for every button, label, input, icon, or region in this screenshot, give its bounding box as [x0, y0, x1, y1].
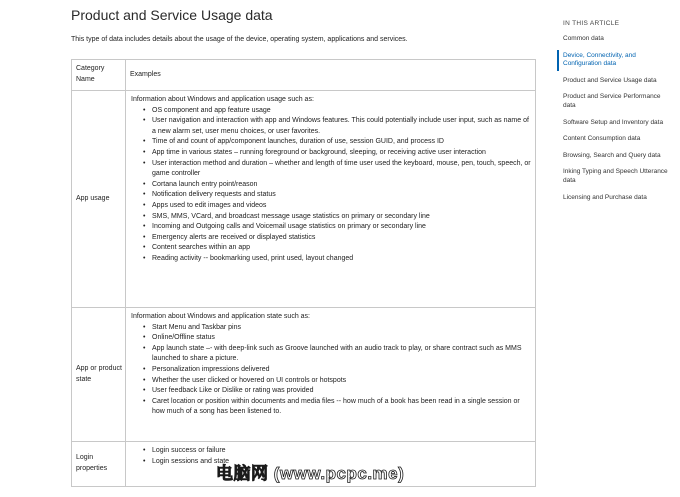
- usage-data-table: [71, 59, 536, 487]
- page-title: Product and Service Usage data: [71, 7, 273, 23]
- list-item: • Time of and count of app/component launches, duration of use, session GUID, and process ID: [152, 137, 531, 148]
- row-lead-text: Information about Windows and application usage such as:: [131, 96, 314, 103]
- examples-cell: [126, 308, 536, 442]
- toc-link-common-data[interactable]: Common data: [563, 35, 604, 42]
- toc-link-device-connectivity[interactable]: Device, Connectivity, and Configuration data: [557, 50, 669, 71]
- list-item: • OS component and app feature usage: [152, 106, 531, 117]
- examples-list: [131, 106, 531, 265]
- examples-cell: [126, 91, 536, 308]
- table-row: [72, 308, 536, 442]
- toc-link-browsing-search[interactable]: Browsing, Search and Query data: [563, 151, 661, 159]
- table-header-row: [72, 60, 536, 91]
- list-item: • Caret location or position within documents and media files -- how much of a book has been read in a single session or how much of a song has been listened to.: [152, 397, 531, 418]
- toc-link-software-setup[interactable]: Software Setup and Inventory data: [563, 118, 664, 126]
- list-item: • Login sessions and state: [152, 457, 531, 468]
- list-item: • Start Menu and Taskbar pins: [152, 323, 531, 334]
- list-item: • Incoming and Outgoing calls and Voicemail usage statistics on primary or secondary line: [152, 222, 531, 233]
- category-cell: App or product state: [72, 308, 126, 442]
- list-item: • Whether the user clicked or hovered on UI controls or hotspots: [152, 376, 531, 387]
- list-item: • SMS, MMS, VCard, and broadcast message usage statistics on primary or secondary line: [152, 212, 531, 223]
- list-item: • Reading activity -- bookmarking used, print used, layout changed: [152, 254, 531, 265]
- toc-heading: IN THIS ARTICLE: [563, 20, 620, 27]
- list-item: • Emergency alerts are received or displayed statistics: [152, 233, 531, 244]
- category-cell: Login properties: [72, 442, 126, 487]
- toc-link-product-service-usage[interactable]: Product and Service Usage data: [563, 76, 657, 84]
- list-item: • Cortana launch entry point/reason: [152, 180, 531, 191]
- toc-link-inking-typing[interactable]: Inking Typing and Speech Utterance data: [563, 168, 668, 184]
- list-item: • Content searches within an app: [152, 243, 531, 254]
- list-item: • App launch state –- with deep-link such as Groove launched with an audio track to play, or share contract such as MMS launched to share a picture.: [152, 344, 531, 365]
- in-this-article-nav: [557, 20, 669, 208]
- toc-link-content-consumption[interactable]: Content Consumption data: [563, 135, 641, 143]
- toc-link-product-service-performance[interactable]: Product and Service Performance data: [563, 93, 661, 109]
- list-item: • User navigation and interaction with app and Windows features. This could potentially include user input, such as name of a new alarm set, user menu choices, or user favorites.: [152, 116, 531, 137]
- toc-link-licensing-purchase[interactable]: Licensing and Purchase data: [563, 193, 647, 201]
- list-item: • Personalization impressions delivered: [152, 365, 531, 376]
- list-item: • Notification delivery requests and status: [152, 190, 531, 201]
- table-row: [72, 91, 536, 308]
- header-category: Category Name: [72, 60, 126, 91]
- list-item: • App time in various states – running foreground or background, sleeping, or receiving active user interaction: [152, 148, 531, 159]
- category-cell: App usage: [72, 91, 126, 308]
- header-examples: Examples: [126, 60, 536, 91]
- examples-list: [131, 323, 531, 418]
- row-lead-text: Information about Windows and application state such as:: [131, 313, 310, 320]
- list-item: • Login success or failure: [152, 446, 531, 457]
- list-item: • Apps used to edit images and videos: [152, 201, 531, 212]
- list-item: • User interaction method and duration – whether and length of time user used the keyboard, mouse, pen, touch, speech, or game controller: [152, 159, 531, 180]
- list-item: • User feedback Like or Dislike or rating was provided: [152, 386, 531, 397]
- watermark: 电脑网 (www.pcpc.me): [216, 464, 405, 483]
- list-item: • Online/Offline status: [152, 333, 531, 344]
- intro-paragraph: This type of data includes details about the usage of the device, operating system, applications and services.: [71, 36, 408, 43]
